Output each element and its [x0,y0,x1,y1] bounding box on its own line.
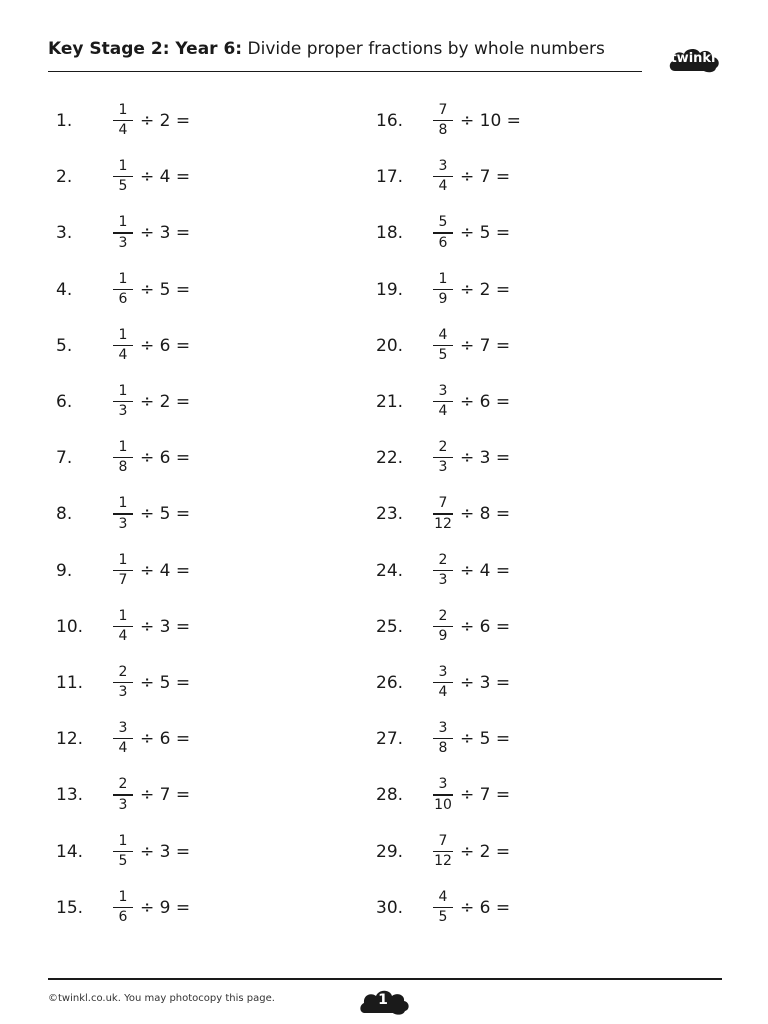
fraction-denominator: 7 [118,571,128,588]
division-expression: ÷ 3 = [140,841,191,862]
fraction-denominator: 10 [434,796,452,813]
fraction-denominator: 3 [118,684,128,701]
fraction-numerator: 1 [118,102,128,118]
problem-item [56,714,356,764]
fraction-numerator: 3 [438,383,448,399]
fraction [430,775,456,814]
problem-item [376,489,676,539]
page-number: 1 [378,992,388,1008]
division-expression: ÷ 2 = [140,392,191,412]
problem-item [376,602,676,652]
problem-number: 28. [376,785,404,806]
fraction-numerator: 1 [118,495,128,512]
problem-item [56,770,356,820]
page-header [48,36,642,72]
problem-number: 7. [56,448,73,469]
division-expression: ÷ 6 = [460,392,511,412]
problem-item [376,433,676,483]
division-expression: ÷ 4 = [140,560,191,581]
problem-number: 23. [376,504,404,525]
fraction-denominator: 5 [118,852,128,869]
problem-item [56,377,356,427]
fraction-denominator: 4 [438,403,448,420]
problem-number: 5. [56,335,73,356]
problem-item [376,265,676,315]
fraction [430,270,456,309]
fraction-denominator: 4 [438,684,448,701]
division-expression: ÷ 6 = [140,448,191,469]
problem-item [376,546,676,596]
fraction-numerator: 1 [118,383,128,399]
fraction-numerator: 2 [118,776,128,793]
problem-number: 13. [56,785,84,806]
fraction [110,888,136,927]
problem-item [56,433,356,483]
fraction-denominator: 8 [438,122,448,139]
fraction [430,494,456,533]
fraction-numerator: 7 [438,495,448,512]
fraction [110,775,136,814]
division-expression: ÷ 3 = [140,616,191,637]
fraction [430,382,456,421]
fraction-numerator: 7 [438,832,448,849]
fraction-denominator: 5 [438,908,448,925]
problem-number: 6. [56,392,73,412]
fraction-numerator: 1 [118,832,128,849]
problem-number: 19. [376,279,404,300]
problem-number: 15. [56,897,84,918]
fraction-numerator: 1 [118,158,128,175]
fraction-denominator: 3 [118,234,128,251]
title-key-stage: Key Stage 2: Year 6: [48,39,243,59]
fraction-denominator: 3 [118,796,128,813]
division-expression: ÷ 10 = [460,111,521,131]
fraction-numerator: 2 [118,664,128,680]
division-expression: ÷ 8 = [460,504,511,525]
fraction [110,551,136,590]
problem-number: 21. [376,392,404,412]
fraction-numerator: 1 [118,326,128,343]
fraction [430,438,456,477]
footer-copyright: ©twinkl.co.uk. You may photocopy this page. [48,993,275,1004]
fraction-numerator: 2 [438,607,448,624]
problem-item [56,602,356,652]
fraction [110,719,136,758]
division-expression: ÷ 9 = [140,897,191,918]
fraction [430,326,456,365]
problem-number: 2. [56,167,73,188]
problem-number: 30. [376,897,404,918]
fraction-numerator: 4 [438,888,448,905]
division-expression: ÷ 5 = [140,504,191,525]
fraction [430,551,456,590]
fraction [430,101,456,140]
problem-item [376,658,676,708]
problem-number: 24. [376,560,404,581]
fraction-numerator: 1 [118,270,128,287]
fraction [110,663,136,702]
problem-number: 27. [376,729,404,750]
problem-number: 29. [376,841,404,862]
fraction-numerator: 3 [118,720,128,737]
problem-number: 25. [376,616,404,637]
fraction [430,719,456,758]
division-expression: ÷ 5 = [460,729,511,750]
fraction-denominator: 3 [438,459,448,476]
problem-item [56,96,356,146]
fraction [110,270,136,309]
title-topic: Divide proper fractions by whole numbers [247,39,605,59]
division-expression: ÷ 5 = [460,223,511,244]
logo-wordmark: twinkl [670,51,716,66]
fraction [110,101,136,140]
fraction-numerator: 3 [438,720,448,737]
problem-item [56,883,356,933]
division-expression: ÷ 2 = [140,111,191,131]
fraction [430,213,456,252]
division-expression: ÷ 4 = [140,167,191,188]
division-expression: ÷ 5 = [140,673,191,693]
fraction-numerator: 1 [118,439,128,456]
fraction-denominator: 9 [438,627,448,644]
problem-item [376,321,676,371]
fraction-numerator: 1 [118,888,128,905]
fraction [430,663,456,702]
problem-item [56,546,356,596]
problem-number: 10. [56,616,84,637]
problem-item [56,489,356,539]
problem-number: 18. [376,223,404,244]
problem-item [56,321,356,371]
fraction [110,213,136,252]
division-expression: ÷ 7 = [460,335,511,356]
fraction-numerator: 1 [118,214,128,231]
division-expression: ÷ 7 = [460,167,511,188]
division-expression: ÷ 6 = [140,729,191,750]
division-expression: ÷ 3 = [460,448,511,469]
fraction-numerator: 7 [438,102,448,118]
problem-item [376,714,676,764]
problem-item [376,377,676,427]
fraction [110,607,136,646]
problem-number: 9. [56,560,73,581]
page-title [48,39,605,59]
problem-item [376,208,676,258]
division-expression: ÷ 7 = [460,785,511,806]
page-number-badge [356,984,412,1018]
fraction-numerator: 1 [118,551,128,568]
fraction-denominator: 4 [118,740,128,757]
problem-item [376,770,676,820]
division-expression: ÷ 2 = [460,841,511,862]
problem-item [376,96,676,146]
problem-number: 16. [376,111,404,131]
fraction [110,438,136,477]
fraction-denominator: 5 [118,178,128,195]
fraction-denominator: 8 [438,740,448,757]
fraction-denominator: 4 [438,178,448,195]
problem-item [376,883,676,933]
fraction-denominator: 6 [118,908,128,925]
division-expression: ÷ 3 = [140,223,191,244]
division-expression: ÷ 6 = [460,897,511,918]
fraction-denominator: 12 [434,852,452,869]
problem-item [56,208,356,258]
header-rule [48,71,642,72]
fraction-denominator: 3 [438,571,448,588]
fraction-denominator: 8 [118,459,128,476]
problem-number: 20. [376,335,404,356]
division-expression: ÷ 6 = [140,335,191,356]
fraction [110,382,136,421]
fraction-numerator: 1 [118,607,128,624]
footer-rule [48,978,722,980]
division-expression: ÷ 7 = [140,785,191,806]
fraction-numerator: 4 [438,326,448,343]
division-expression: ÷ 3 = [460,673,511,693]
fraction-denominator: 12 [434,515,452,532]
twinkl-logo [667,45,723,75]
division-expression: ÷ 4 = [460,560,511,581]
fraction-numerator: 3 [438,776,448,793]
fraction-denominator: 9 [438,290,448,307]
fraction-denominator: 3 [118,515,128,532]
fraction [110,832,136,871]
fraction-denominator: 6 [438,234,448,251]
problem-item [56,265,356,315]
fraction [110,326,136,365]
fraction-numerator: 3 [438,158,448,175]
problem-number: 12. [56,729,84,750]
division-expression: ÷ 2 = [460,279,511,300]
fraction-denominator: 3 [118,403,128,420]
problem-item [376,827,676,877]
problem-number: 17. [376,167,404,188]
problem-number: 22. [376,448,404,469]
fraction-numerator: 2 [438,551,448,568]
fraction-denominator: 6 [118,290,128,307]
fraction-numerator: 1 [438,270,448,287]
problem-item [56,152,356,202]
division-expression: ÷ 6 = [460,616,511,637]
fraction [430,157,456,196]
problem-number: 3. [56,223,73,244]
division-expression: ÷ 5 = [140,279,191,300]
fraction [430,607,456,646]
fraction-denominator: 4 [118,627,128,644]
problem-number: 8. [56,504,73,525]
fraction-numerator: 3 [438,664,448,680]
problem-item [56,658,356,708]
fraction [110,157,136,196]
problem-number: 1. [56,111,73,131]
problem-number: 14. [56,841,84,862]
problem-item [56,827,356,877]
fraction-numerator: 2 [438,439,448,456]
problem-number: 4. [56,279,73,300]
fraction [430,888,456,927]
fraction-denominator: 4 [118,122,128,139]
problem-number: 26. [376,673,404,693]
fraction-denominator: 4 [118,346,128,363]
problem-item [376,152,676,202]
fraction-denominator: 5 [438,346,448,363]
fraction-numerator: 5 [438,214,448,231]
problem-number: 11. [56,673,84,693]
fraction [430,832,456,871]
fraction [110,494,136,533]
